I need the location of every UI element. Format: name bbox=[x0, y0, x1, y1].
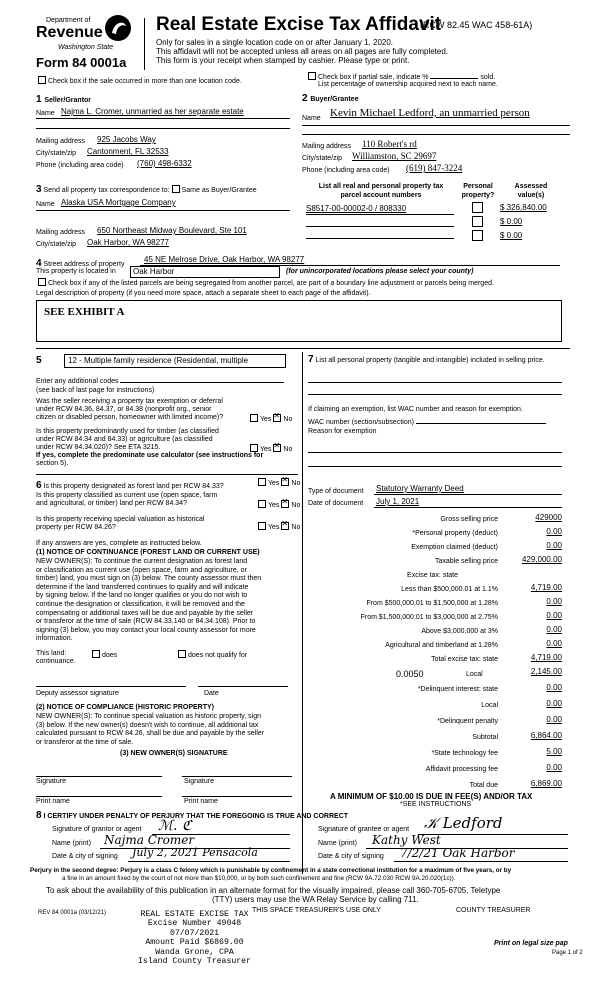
form-revision: REV 84 0001a (03/12/21) bbox=[38, 910, 107, 916]
seller-name[interactable]: Najma L. Cromer, unmarried as her separate estate bbox=[61, 107, 244, 116]
tax-value-1[interactable]: 0.00 bbox=[546, 527, 562, 536]
new-owner-sig-2: Signature bbox=[184, 778, 214, 785]
tax2-label-2: *Delinquent penalty bbox=[437, 718, 498, 725]
s3-city-label: City/state/zip bbox=[36, 241, 77, 248]
seller-mail-label: Mailing address bbox=[36, 138, 86, 145]
doc-date-label: Date of document bbox=[308, 500, 364, 507]
s6-if-yes: If any answers are yes, complete as instructed below. bbox=[36, 540, 202, 547]
reason-label: Reason for exemption bbox=[308, 428, 377, 435]
treasurer-stamp: REAL ESTATE EXCISE TAX Excise Number 49048 07/07/2021 Amount Paid $6869.00 Wanda Grone, CPA Island County Treasurer bbox=[138, 910, 252, 967]
tax2-value-3[interactable]: 6,864.00 bbox=[530, 731, 562, 740]
tax-label-6: From $500,000.01 to $1,500,000 at 1.28% bbox=[366, 600, 498, 607]
local-label: Local bbox=[466, 671, 483, 678]
tax2-value-4[interactable]: 5.00 bbox=[546, 747, 562, 756]
tax2-label-6: Total due bbox=[469, 782, 498, 789]
certify-line: 8 I CERTIFY UNDER PENALTY OF PERJURY THAT THE FOREGOING IS TRUE AND CORRECT bbox=[36, 810, 349, 821]
doc-type[interactable]: Statutory Warranty Deed bbox=[376, 484, 464, 493]
new-owner-print-1: Print name bbox=[36, 798, 70, 805]
local-rate: 0.0050 bbox=[396, 669, 424, 679]
s7-label: 7 List all personal property (tangible and intangible) included in selling price. bbox=[308, 354, 545, 365]
tax-label-7: From $1,500,000.01 to $3,000,000 at 2.75% bbox=[360, 614, 498, 621]
tax-value-8[interactable]: 0.00 bbox=[546, 625, 562, 634]
tax-label-10: Total excise tax: state bbox=[431, 656, 498, 663]
notice2-body: NEW OWNER(S): To continue special valuation as historic property, sign (3) below. If the new owner(s) doesn't wish to continue, all additional tax calculated pursuant to RCW 84.26, shall be due and payable by the seller or transferor at the time of sale. bbox=[36, 713, 265, 746]
minimum-note: A MINIMUM OF $10.00 IS DUE IN FEE(S) AND/OR TAX bbox=[330, 792, 533, 801]
codes-note: (see back of last page for instructions) bbox=[36, 387, 155, 394]
tax2-label-5: Affidavit processing fee bbox=[425, 766, 498, 773]
buyer-heading: Buyer/Grantee bbox=[310, 96, 359, 103]
tax-value-3[interactable]: 429,000.00 bbox=[521, 555, 562, 564]
buyer-name-label: Name bbox=[302, 115, 321, 122]
tax2-value-5[interactable]: 0.00 bbox=[546, 763, 562, 772]
tax-value-6[interactable]: 0.00 bbox=[546, 597, 562, 606]
tax2-value-2[interactable]: 0.00 bbox=[546, 715, 562, 724]
revenue-logo-text: Revenue bbox=[36, 24, 103, 41]
personal-check-0[interactable] bbox=[472, 202, 483, 213]
seller-name-label: Name bbox=[36, 110, 55, 117]
tax2-label-3: Subtotal bbox=[472, 734, 498, 741]
tax-label-3: Taxable selling price bbox=[434, 558, 498, 565]
tax-label-2: Exemption claimed (deduct) bbox=[411, 544, 498, 551]
land-use-select[interactable]: 12 - Multiple family residence (Residential, multiple bbox=[64, 354, 286, 368]
notice2-title: (2) NOTICE OF COMPLIANCE (HISTORIC PROPERTY) bbox=[36, 704, 214, 711]
assessor-sig-label: Deputy assessor signature bbox=[36, 690, 119, 697]
personal-check-1[interactable] bbox=[472, 216, 483, 227]
s5-q2-answer[interactable]: Yes✕ No bbox=[248, 444, 292, 453]
header-note-1: Only for sales in a single location code on or after January 1, 2020. bbox=[156, 38, 394, 47]
tax2-label-4: *State technology fee bbox=[431, 750, 498, 757]
tax-value-9[interactable]: 0.00 bbox=[546, 639, 562, 648]
new-owner-sig-1: Signature bbox=[36, 778, 66, 785]
local-value[interactable]: 2,145.00 bbox=[530, 667, 562, 676]
grantee-name[interactable]: Kathy West bbox=[372, 833, 441, 847]
s6-q1: 6 Is this property designated as forest land per RCW 84.33? bbox=[36, 480, 224, 491]
tax-label-8: Above $3,000,000 at 3% bbox=[421, 628, 498, 635]
seller-mail[interactable]: 925 Jacobs Way bbox=[97, 135, 156, 144]
s6-q3-line1: Is this property receiving special valuation as historical bbox=[36, 516, 205, 523]
s6-q2-answer[interactable]: Yes✕ No bbox=[256, 500, 300, 509]
tax-value-5[interactable]: 4,719.00 bbox=[530, 583, 562, 592]
grantee-sig-label: Signature of grantee or agent bbox=[318, 826, 410, 833]
buyer-phone[interactable]: (619) 847-3224 bbox=[406, 163, 463, 173]
buyer-city-label: City/state/zip bbox=[302, 155, 343, 162]
grantee-date-label: Date & city of signing bbox=[318, 853, 384, 860]
section3-label[interactable]: 3 Send all property tax correspondence to: Same as Buyer/Grantee bbox=[36, 184, 257, 195]
tax-value-10[interactable]: 4,719.00 bbox=[530, 653, 562, 662]
grantor-date[interactable]: July 2, 2021 Pensacola bbox=[132, 846, 258, 859]
form-title: Real Estate Excise Tax Affidavit bbox=[156, 14, 442, 35]
perjury-line-1: Perjury in the second degree: Perjury is a class C felony which is punishable by confinement in a state correctional institution for a maximum of five years, or by bbox=[30, 867, 512, 874]
partial-sale-check[interactable]: Check box if partial sale, indicate % sold. bbox=[306, 72, 495, 81]
s5-q1-line1: Was the seller receiving a property tax exemption or deferral bbox=[36, 398, 223, 405]
wac-label: WAC number (section/subsection) bbox=[308, 419, 546, 426]
s6-q3-answer[interactable]: Yes✕ No bbox=[256, 522, 300, 531]
s3-city[interactable]: Oak Harbor, WA 98277 bbox=[87, 238, 169, 247]
located-label: This property is located in bbox=[36, 268, 116, 275]
grantor-date-label: Date & city of signing bbox=[52, 853, 118, 860]
list-pct-note: List percentage of ownership acquired next to each name. bbox=[318, 81, 498, 88]
tax2-value-0[interactable]: 0.00 bbox=[546, 683, 562, 692]
grantor-signature: ℳ. ℭ bbox=[158, 818, 192, 834]
continuance-label: continuance. bbox=[36, 658, 76, 665]
s6-q2-line1: Is this property classified as current use (open space, farm bbox=[36, 492, 218, 499]
grantee-name-label: Name (print) bbox=[318, 840, 357, 847]
parcel-number-0[interactable]: S8517-00-00002-0 / 808330 bbox=[306, 204, 407, 213]
assessed-value-0[interactable]: $ 326,840.00 bbox=[500, 203, 547, 212]
s3-name[interactable]: Alaska USA Mortgage Company bbox=[61, 198, 176, 207]
buyer-mail[interactable]: 110 Robert's rd bbox=[362, 139, 417, 149]
tax-label-5: Less than $500,000.01 at 1.1% bbox=[401, 586, 498, 593]
seller-heading: Seller/Grantor bbox=[44, 97, 92, 104]
doc-type-label: Type of document bbox=[308, 488, 364, 495]
parcel-header: List all real and personal property tax parcel account numbers bbox=[318, 183, 444, 199]
header-note-3: This form is your receipt when stamped by cashier. Please type or print. bbox=[156, 56, 410, 65]
tax-value-2[interactable]: 0.00 bbox=[546, 541, 562, 550]
seller-phone-label: Phone (including area code) bbox=[36, 162, 124, 169]
tax-label-9: Agricultural and timberland at 1.28% bbox=[385, 642, 498, 649]
notice1-title: (1) NOTICE OF CONTINUANCE (FOREST LAND OR CURRENT USE) bbox=[36, 549, 260, 556]
s5-q2-line2: under RCW 84.34 and 84.33) or agriculture (as classified bbox=[36, 436, 213, 443]
state-label: Washington State bbox=[58, 44, 114, 51]
street-label: 4 Street address of property bbox=[36, 258, 125, 269]
doc-date[interactable]: July 1, 2021 bbox=[376, 497, 420, 506]
county-treasurer-label: COUNTY TREASURER bbox=[456, 907, 531, 914]
perjury-line-2: a fine in an amount fixed by the court of not more than $10,000, or by both such confinement and fine (RCW 9A.72.030 RCW 9A.20.020(1c)). bbox=[62, 875, 456, 882]
assessed-value-1[interactable]: $ 0.00 bbox=[500, 217, 523, 226]
s5-q1-answer[interactable]: Yes✕ No bbox=[248, 414, 292, 423]
does-check[interactable]: does bbox=[90, 650, 117, 659]
dor-logo-icon bbox=[104, 14, 132, 42]
grantor-sig-label: Signature of grantor or agent bbox=[52, 826, 142, 833]
legal-description: SEE EXHIBIT A bbox=[44, 306, 125, 318]
legal-label: Legal description of property (if you need more space, attach a separate sheet to each page of the affidavit). bbox=[36, 290, 371, 297]
assessed-value-2[interactable]: $ 0.00 bbox=[500, 231, 523, 240]
s5-q2-note-2: section 5). bbox=[36, 460, 69, 467]
s5-q2-line3: under RCW 84.34.020)? See ETA 3215. bbox=[36, 444, 161, 451]
s5-q1-line3: citizen or disabled person, homeowner with limited income)? bbox=[36, 414, 224, 421]
street-address[interactable]: 45 NE Melrose Drive, Oak Harbor, WA 98277 bbox=[144, 255, 305, 264]
seller-city-label: City/state/zip bbox=[36, 150, 77, 157]
buyer-city[interactable]: Williamston, SC 29697 bbox=[352, 151, 437, 161]
sig3-title: (3) NEW OWNER(S) SIGNATURE bbox=[120, 750, 228, 757]
tax-value-0[interactable]: 429000 bbox=[535, 513, 562, 522]
s3-mail-label: Mailing address bbox=[36, 229, 86, 236]
tax-label-1: *Personal property (deduct) bbox=[412, 530, 498, 537]
header-note-2: This affidavit will not be accepted unless all areas on all pages are fully completed. bbox=[156, 47, 449, 56]
located-note: (for unincorporated locations please select your county) bbox=[286, 268, 474, 275]
tax-label-0: Gross selling price bbox=[440, 516, 498, 523]
s5-q2-note-1: If yes, complete the predominate use calculator (see instructions for bbox=[36, 452, 264, 459]
this-land-label: This land: bbox=[36, 650, 67, 657]
grantee-signature: 𝒦 Ledford bbox=[424, 814, 503, 832]
grantor-name-label: Name (print) bbox=[52, 840, 91, 847]
tax2-label-0: *Delinquent interest: state bbox=[417, 686, 498, 693]
personal-check-2[interactable] bbox=[472, 230, 483, 241]
grantee-date[interactable]: 7/2/21 Oak Harbor bbox=[400, 846, 515, 860]
assessor-date-label: Date bbox=[204, 690, 219, 697]
s5-q2-line1: Is this property predominantly used for timber (as classified bbox=[36, 428, 219, 435]
treasurer-use-label: THIS SPACE TREASURER'S USE ONLY bbox=[252, 907, 381, 914]
new-owner-print-2: Print name bbox=[184, 798, 218, 805]
buyer-mail-label: Mailing address bbox=[302, 143, 352, 150]
s6-q1-answer[interactable]: Yes✕ No bbox=[256, 478, 300, 487]
see-instructions: *SEE INSTRUCTIONS bbox=[400, 801, 472, 808]
alt-format-2: (TTY) users may use the WA Relay Service by calling 711. bbox=[212, 895, 419, 904]
tax2-value-6[interactable]: 6,869.00 bbox=[530, 779, 562, 788]
alt-format-1: To ask about the availability of this publication in an alternate format for the visually impaired, please call 360-705-6705. Teletype bbox=[46, 886, 501, 895]
form-number: Form 84 0001a bbox=[36, 55, 127, 70]
form-rcw: (RCW 82.45 WAC 458-61A) bbox=[420, 20, 533, 30]
grantor-name[interactable]: Najma Cromer bbox=[104, 833, 195, 847]
multi-location-check[interactable]: Check box if the sale occurred in more than one location code. bbox=[36, 76, 242, 85]
legal-size-note: Print on legal size pap bbox=[494, 940, 568, 947]
seller-city[interactable]: Cantonment, FL 32533 bbox=[87, 147, 169, 156]
page-number: Page 1 of 2 bbox=[552, 950, 583, 956]
located-select[interactable]: Oak Harbor bbox=[133, 267, 175, 276]
segregated-check[interactable]: Check box if any of the listed parcels are being segregated from another parcel, are part of a boundary line adjustment or parcels being merged. bbox=[36, 278, 494, 287]
exemption-label: If claiming an exemption, list WAC number and reason for exemption. bbox=[308, 406, 523, 413]
dept-label: Department of bbox=[46, 17, 91, 24]
s5-q1-line2: under RCW 84.36, 84.37, or 84.38 (nonprofit org., senior bbox=[36, 406, 212, 413]
tax-value-7[interactable]: 0.00 bbox=[546, 611, 562, 620]
codes-label: Enter any additional codes bbox=[36, 378, 284, 385]
personal-header: Personal property? bbox=[461, 183, 495, 199]
s3-name-label: Name bbox=[36, 201, 55, 208]
tax2-label-1: Local bbox=[481, 702, 498, 709]
s6-q3-line2: property per RCW 84.26? bbox=[36, 524, 116, 531]
buyer-name[interactable]: Kevin Michael Ledford, an unmarried person bbox=[330, 107, 530, 119]
does-not-check[interactable]: does not qualify for bbox=[176, 650, 247, 659]
tax-label-4: Excise tax: state bbox=[407, 572, 458, 579]
assessed-header: Assessed value(s) bbox=[514, 183, 548, 199]
notice1-body: NEW OWNER(S): To continue the current designation as forest land or classification as current use (open space, farm and agriculture, or timber) land, you must sign on (3) below. The county assessor must then determine if the land transferred continues to qualify and will indicate by signing below. If the land no longer qualifies or you do not wish to continue the designation or classification, it will be removed and the compensating or additional taxes will be due and payable by the seller or transferor at the time of sale (RCW 84.33.140 or 84.34.108). Prior to signing (3) below, you may contact your local county assessor for more information. bbox=[36, 558, 262, 643]
s6-q2-line2: and agricultural, or timber) land per RCW 84.34? bbox=[36, 500, 187, 507]
buyer-phone-label: Phone (including area code) bbox=[302, 167, 390, 174]
s3-mail[interactable]: 650 Northeast Midway Boulevard, Ste 101 bbox=[97, 226, 247, 235]
tax2-value-1[interactable]: 0.00 bbox=[546, 699, 562, 708]
seller-phone[interactable]: (760) 498-6332 bbox=[137, 159, 192, 168]
